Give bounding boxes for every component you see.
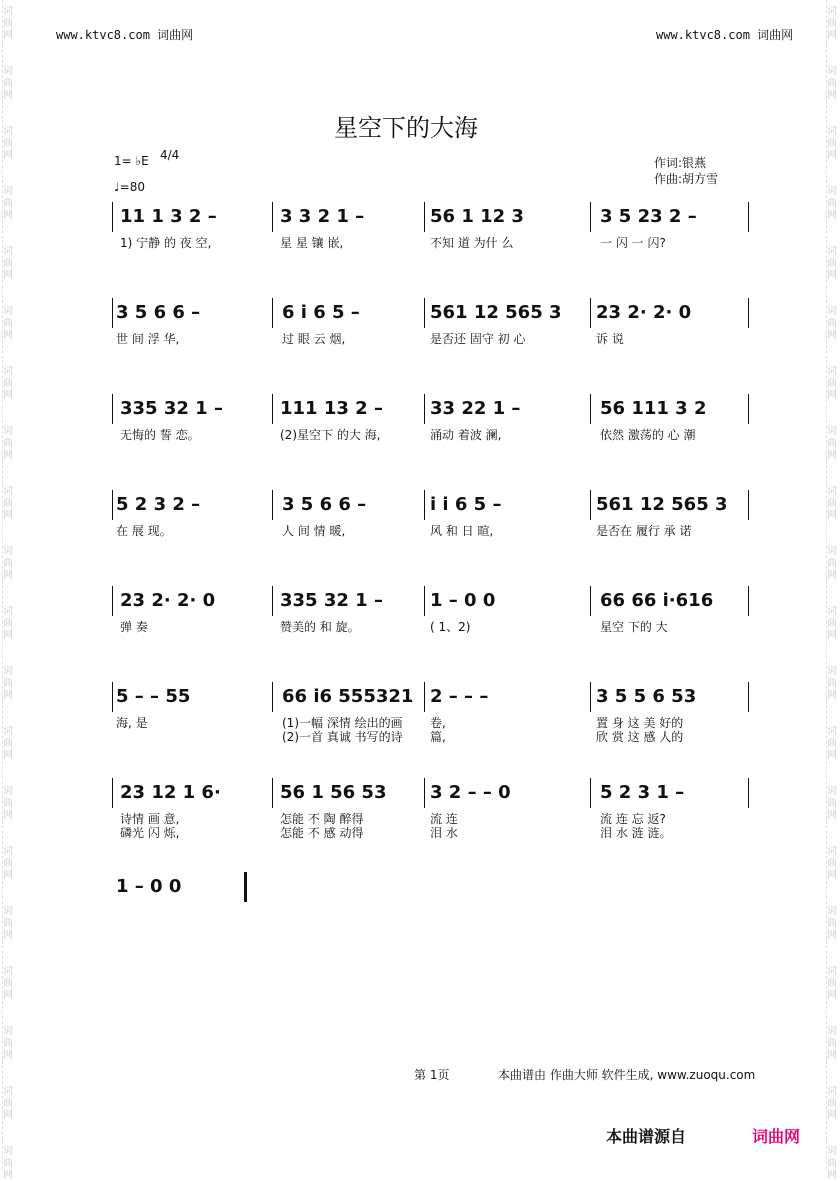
bar-line	[748, 682, 749, 712]
side-watermark-text: 词 曲 网	[827, 1146, 837, 1181]
lyric-line-second-verse: (2)一首 真诚 书写的诗	[282, 730, 403, 744]
bar-line	[590, 490, 591, 520]
bar-line	[748, 202, 749, 232]
bar-line	[748, 490, 749, 520]
side-watermark-text: 词 曲 网	[3, 246, 13, 281]
side-watermark-text: 词 曲 网	[3, 366, 13, 401]
side-watermark-text: 词 曲 网	[3, 726, 13, 761]
lyric-line: 弹 奏	[120, 620, 148, 634]
bar-line	[424, 490, 425, 520]
side-watermark-text: 词 曲 网	[827, 66, 837, 101]
tempo-marking: ♩=80	[114, 180, 145, 194]
notation-measure: 5 – – 55	[116, 686, 191, 707]
notation-measure: 56 111 3 2	[600, 398, 707, 419]
notation-measure: 1 – 0 0	[116, 876, 182, 897]
bar-line	[272, 586, 273, 616]
notation-measure: 3 3 2 1 –	[280, 206, 365, 227]
lyric-line: 涌动 着波 澜,	[430, 428, 502, 442]
notation-measure: 111 13 2 –	[280, 398, 383, 419]
side-watermark-text: 词 曲 网	[3, 606, 13, 641]
side-watermark-text: 词 曲 网	[827, 726, 837, 761]
bar-line	[272, 298, 273, 328]
lyric-line: 1) 宁静 的 夜 空,	[120, 236, 212, 250]
bar-line	[424, 202, 425, 232]
bar-line	[424, 586, 425, 616]
side-watermark-text: 词 曲 网	[3, 546, 13, 581]
lyric-line: (1)一幅 深情 绘出的画	[282, 716, 403, 730]
lyric-line: 风 和 日 暄,	[430, 524, 494, 538]
side-watermark-text: 词 曲 网	[827, 666, 837, 701]
lyric-line-second-verse: 欣 赏 这 感 人的	[596, 730, 684, 744]
lyric-line: ( 1、2)	[430, 620, 471, 634]
bar-line	[590, 586, 591, 616]
side-watermark-text: 词 曲 网	[827, 486, 837, 521]
lyric-line-second-verse: 怎能 不 感 动得	[280, 826, 364, 840]
bar-line	[590, 778, 591, 808]
side-watermark-text: 词 曲 网	[3, 486, 13, 521]
lyric-line: 置 身 这 美 好的	[596, 716, 684, 730]
bar-line	[272, 394, 273, 424]
notation-measure: 2 – – –	[430, 686, 489, 707]
lyric-line: 诗情 画 意,	[120, 812, 180, 826]
bar-line	[590, 394, 591, 424]
bar-line	[112, 778, 113, 808]
final-bar-line	[244, 872, 247, 902]
notation-measure: 23 2· 2· 0	[120, 590, 216, 611]
lyric-line: 怎能 不 陶 醉得	[280, 812, 364, 826]
lyric-line: 海, 是	[116, 716, 148, 730]
site-link-right[interactable]: www.ktvc8.com 词曲网	[656, 28, 794, 42]
lyric-line: 流 连 忘 返?	[600, 812, 666, 826]
bar-line	[748, 298, 749, 328]
lyric-line-second-verse: 泪 水 涟 涟。	[600, 826, 672, 840]
notation-measure: 5 2 3 1 –	[600, 782, 685, 803]
bar-line	[424, 298, 425, 328]
lyric-line: 星 星 镶 嵌,	[280, 236, 344, 250]
lyric-line: 流 连	[430, 812, 458, 826]
side-watermark-text: 词 曲 网	[3, 186, 13, 221]
key-signature: 1= ♭E	[114, 154, 149, 168]
notation-measure: 66 i6 555321	[282, 686, 414, 707]
lyric-line: 依然 激荡的 心 潮	[600, 428, 696, 442]
lyric-line: 一 闪 一 闪?	[600, 236, 666, 250]
lyric-line: 无悔的 誓 恋。	[120, 428, 200, 442]
lyric-line: 世 间 浮 华,	[116, 332, 180, 346]
side-watermark-text: 词 曲 网	[827, 6, 837, 41]
side-watermark-text: 词 曲 网	[827, 1026, 837, 1061]
notation-measure: 5 2 3 2 –	[116, 494, 201, 515]
lyric-line: 诉 说	[596, 332, 624, 346]
bar-line	[112, 586, 113, 616]
side-watermark-text: 词 曲 网	[3, 1086, 13, 1121]
bar-line	[748, 586, 749, 616]
lyric-line: 人 间 情 暖,	[282, 524, 346, 538]
side-watermark-text: 词 曲 网	[827, 426, 837, 461]
bar-line	[112, 682, 113, 712]
side-watermark-text: 词 曲 网	[3, 126, 13, 161]
generator-credit: 本曲谱由 作曲大师 软件生成, www.zuoqu.com	[498, 1068, 756, 1082]
notation-measure: 561 12 565 3	[596, 494, 728, 515]
side-watermark-text: 词 曲 网	[3, 786, 13, 821]
lyricist: 作词:银燕	[654, 156, 707, 170]
notation-measure: 1 – 0 0	[430, 590, 496, 611]
side-watermark-text: 词 曲 网	[827, 966, 837, 1001]
lyric-line: 卷,	[430, 716, 446, 730]
side-watermark-text: 词 曲 网	[827, 1086, 837, 1121]
bar-line	[590, 202, 591, 232]
notation-measure: 6 i 6 5 –	[282, 302, 360, 323]
side-watermark-text: 词 曲 网	[3, 846, 13, 881]
notation-measure: 3 5 5 6 53	[596, 686, 697, 707]
side-watermark-text: 词 曲 网	[827, 366, 837, 401]
notation-measure: 56 1 12 3	[430, 206, 524, 227]
notation-measure: 23 12 1 6·	[120, 782, 221, 803]
notation-measure: 56 1 56 53	[280, 782, 387, 803]
side-watermark-text: 词 曲 网	[827, 126, 837, 161]
bar-line	[112, 490, 113, 520]
side-watermark-text: 词 曲 网	[827, 246, 837, 281]
lyric-line: 是否还 固守 初 心	[430, 332, 526, 346]
bar-line	[272, 490, 273, 520]
side-watermark-text: 词 曲 网	[3, 666, 13, 701]
side-watermark-text: 词 曲 网	[3, 1146, 13, 1181]
composer: 作曲:胡方雪	[654, 172, 719, 186]
bar-line	[424, 394, 425, 424]
notation-measure: i i 6 5 –	[430, 494, 502, 515]
notation-measure: 335 32 1 –	[120, 398, 223, 419]
side-watermark-text: 词 曲 网	[3, 306, 13, 341]
notation-measure: 3 5 6 6 –	[282, 494, 367, 515]
lyric-line: 过 眼 云 烟,	[282, 332, 346, 346]
bar-line	[424, 682, 425, 712]
source-brand-link[interactable]: 词曲网	[752, 1127, 801, 1146]
lyric-line: (2)星空下 的大 海,	[280, 428, 381, 442]
lyric-line: 星空 下的 大	[600, 620, 668, 634]
notation-measure: 66 66 i·616	[600, 590, 714, 611]
side-watermark-text: 词 曲 网	[827, 306, 837, 341]
bar-line	[272, 682, 273, 712]
song-title: 星空下的大海	[334, 114, 478, 142]
notation-measure: 561 12 565 3	[430, 302, 562, 323]
bar-line	[272, 778, 273, 808]
side-watermark-text: 词 曲 网	[827, 846, 837, 881]
bar-line	[272, 202, 273, 232]
notation-measure: 3 2 – – 0	[430, 782, 511, 803]
lyric-line-second-verse: 磷光 闪 烁,	[120, 826, 180, 840]
notation-measure: 3 5 6 6 –	[116, 302, 201, 323]
side-watermark-text: 词 曲 网	[3, 966, 13, 1001]
lyric-line: 是否在 履行 承 诺	[596, 524, 692, 538]
bar-line	[748, 394, 749, 424]
side-watermark-text: 词 曲 网	[3, 66, 13, 101]
bar-line	[112, 298, 113, 328]
lyric-line: 在 展 现。	[116, 524, 172, 538]
notation-measure: 33 22 1 –	[430, 398, 521, 419]
time-signature: 4/4	[160, 148, 180, 162]
lyric-line-second-verse: 泪 水	[430, 826, 458, 840]
side-watermark-text: 词 曲 网	[827, 906, 837, 941]
site-link-left[interactable]: www.ktvc8.com 词曲网	[56, 28, 194, 42]
notation-measure: 335 32 1 –	[280, 590, 383, 611]
lyric-line-second-verse: 篇,	[430, 730, 446, 744]
side-watermark-text: 词 曲 网	[827, 546, 837, 581]
side-watermark-text: 词 曲 网	[827, 786, 837, 821]
page-number: 第 1页	[414, 1068, 450, 1082]
notation-measure: 3 5 23 2 –	[600, 206, 697, 227]
source-label: 本曲谱源自	[606, 1127, 687, 1146]
side-watermark-text: 词 曲 网	[827, 606, 837, 641]
lyric-line: 赞美的 和 旋。	[280, 620, 360, 634]
side-watermark-text: 词 曲 网	[3, 1026, 13, 1061]
bar-line	[424, 778, 425, 808]
side-watermark-text: 词 曲 网	[3, 906, 13, 941]
side-watermark-text: 词 曲 网	[827, 186, 837, 221]
bar-line	[590, 298, 591, 328]
notation-measure: 11 1 3 2 –	[120, 206, 217, 227]
bar-line	[748, 778, 749, 808]
side-watermark-text: 词 曲 网	[3, 6, 13, 41]
lyric-line: 不知 道 为什 么	[430, 236, 514, 250]
bar-line	[112, 394, 113, 424]
bar-line	[112, 202, 113, 232]
side-watermark-text: 词 曲 网	[3, 426, 13, 461]
bar-line	[590, 682, 591, 712]
notation-measure: 23 2· 2· 0	[596, 302, 692, 323]
